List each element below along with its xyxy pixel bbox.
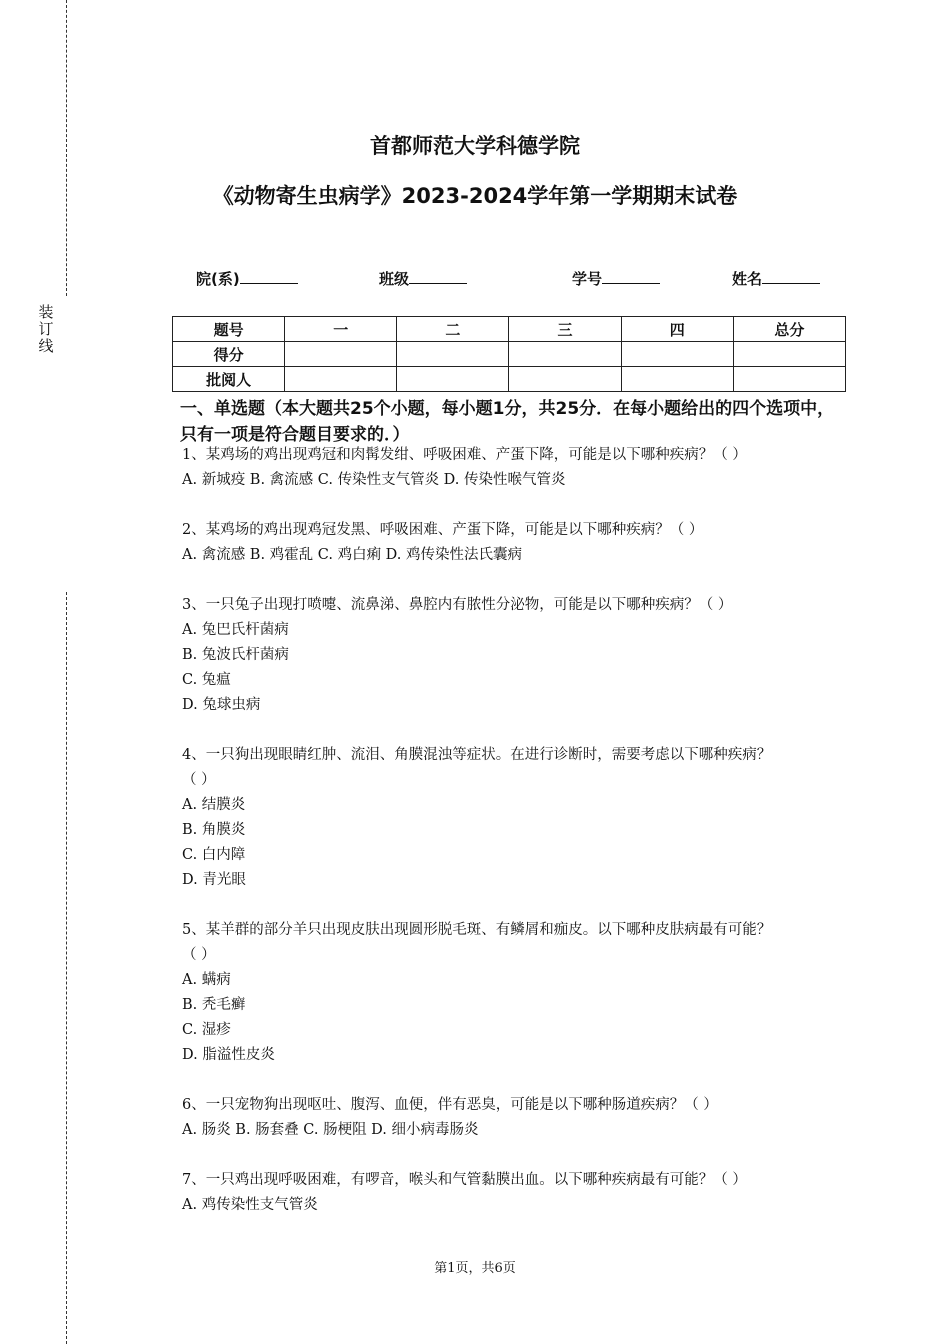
question-option[interactable]: A. 鸡传染性支气管炎	[182, 1197, 318, 1213]
question-1	[182, 443, 850, 493]
score-cell[interactable]	[733, 342, 845, 367]
question-options[interactable]: A. 肠炎 B. 肠套叠 C. 肠梗阻 D. 细小病毒肠炎	[182, 1122, 479, 1138]
score-table-header-cell: 二	[397, 317, 509, 342]
question-option[interactable]: A. 结膜炎	[182, 797, 246, 813]
question-option[interactable]: D. 脂溢性皮炎	[182, 1047, 275, 1063]
student-id-blank[interactable]	[602, 269, 660, 284]
score-row-label: 得分	[173, 342, 285, 367]
question-option[interactable]: B. 兔波氏杆菌病	[182, 647, 289, 663]
question-7	[182, 1168, 850, 1218]
score-table	[172, 316, 846, 392]
page-number: 第1页，共6页	[434, 1261, 516, 1276]
question-list	[182, 443, 850, 1218]
question-stem: 2、某鸡场的鸡出现鸡冠发黑、呼吸困难、产蛋下降，可能是以下哪种疾病？（ ）	[182, 522, 704, 538]
field-class: 班级	[379, 268, 467, 289]
question-stem: 1、某鸡场的鸡出现鸡冠和肉髯发绀、呼吸困难、产蛋下降，可能是以下哪种疾病？（ ）	[182, 447, 747, 463]
field-name: 姓名	[732, 268, 820, 289]
section-heading: 一、单选题（本大题共25个小题，每小题1分，共25分．在每小题给出的四个选项中，只有一项是符合题目要求的．）	[180, 399, 835, 445]
question-option[interactable]: C. 兔瘟	[182, 672, 231, 688]
name-blank[interactable]	[762, 269, 820, 284]
question-option[interactable]: B. 角膜炎	[182, 822, 246, 838]
department-blank[interactable]	[240, 269, 298, 284]
score-table-header-cell: 一	[285, 317, 397, 342]
score-table-header-cell: 题号	[173, 317, 285, 342]
question-5	[182, 918, 850, 1068]
grader-cell[interactable]	[285, 367, 397, 392]
question-options[interactable]: A. 禽流感 B. 鸡霍乱 C. 鸡白痢 D. 鸡传染性法氏囊病	[182, 547, 523, 563]
score-cell[interactable]	[621, 342, 733, 367]
score-cell[interactable]	[509, 342, 621, 367]
score-table-row	[173, 342, 846, 367]
grader-cell[interactable]	[733, 367, 845, 392]
binding-char: 订	[38, 320, 54, 338]
score-cell[interactable]	[285, 342, 397, 367]
question-4	[182, 743, 850, 893]
question-2	[182, 518, 850, 568]
grader-row-label: 批阅人	[173, 367, 285, 392]
question-option[interactable]: B. 秃毛癣	[182, 997, 246, 1013]
question-option[interactable]: D. 青光眼	[182, 872, 246, 888]
binding-line-bottom	[66, 592, 67, 1344]
question-answer-bracket: （ ）	[182, 772, 216, 788]
question-stem: 4、一只狗出现眼睛红肿、流泪、角膜混浊等症状。在进行诊断时，需要考虑以下哪种疾病？	[182, 747, 772, 763]
question-stem: 3、一只兔子出现打喷嚏、流鼻涕、鼻腔内有脓性分泌物，可能是以下哪种疾病？（ ）	[182, 597, 733, 613]
question-option[interactable]: A. 螨病	[182, 972, 231, 988]
grader-cell[interactable]	[621, 367, 733, 392]
question-option[interactable]: C. 湿疹	[182, 1022, 231, 1038]
question-stem: 5、某羊群的部分羊只出现皮肤出现圆形脱毛斑、有鳞屑和痂皮。以下哪种皮肤病最有可能？	[182, 922, 772, 938]
question-options[interactable]: A. 新城疫 B. 禽流感 C. 传染性支气管炎 D. 传染性喉气管炎	[182, 472, 566, 488]
score-table-header-cell: 三	[509, 317, 621, 342]
question-stem: 7、一只鸡出现呼吸困难，有啰音，喉头和气管黏膜出血。以下哪种疾病最有可能？（ ）	[182, 1172, 747, 1188]
score-table-header-cell: 四	[621, 317, 733, 342]
field-department: 院(系)	[196, 268, 298, 289]
school-name: 首都师范大学科德学院	[370, 134, 580, 158]
binding-label	[36, 304, 56, 355]
score-table-header-row	[173, 317, 846, 342]
question-answer-bracket: （ ）	[182, 947, 216, 963]
question-option[interactable]: C. 白内障	[182, 847, 246, 863]
class-blank[interactable]	[409, 269, 467, 284]
question-3	[182, 593, 850, 718]
question-stem: 6、一只宠物狗出现呕吐、腹泻、血便，伴有恶臭，可能是以下哪种肠道疾病？（ ）	[182, 1097, 718, 1113]
score-table-header-cell: 总分	[733, 317, 845, 342]
question-6	[182, 1093, 850, 1143]
grader-cell[interactable]	[397, 367, 509, 392]
binding-char: 线	[38, 337, 54, 355]
question-option[interactable]: D. 兔球虫病	[182, 697, 261, 713]
grader-cell[interactable]	[509, 367, 621, 392]
exam-title: 《动物寄生虫病学》2023-2024学年第一学期期末试卷	[212, 184, 738, 208]
question-option[interactable]: A. 兔巴氏杆菌病	[182, 622, 289, 638]
binding-char: 装	[38, 303, 54, 321]
field-student-id: 学号	[572, 268, 660, 289]
score-cell[interactable]	[397, 342, 509, 367]
score-table-row	[173, 367, 846, 392]
